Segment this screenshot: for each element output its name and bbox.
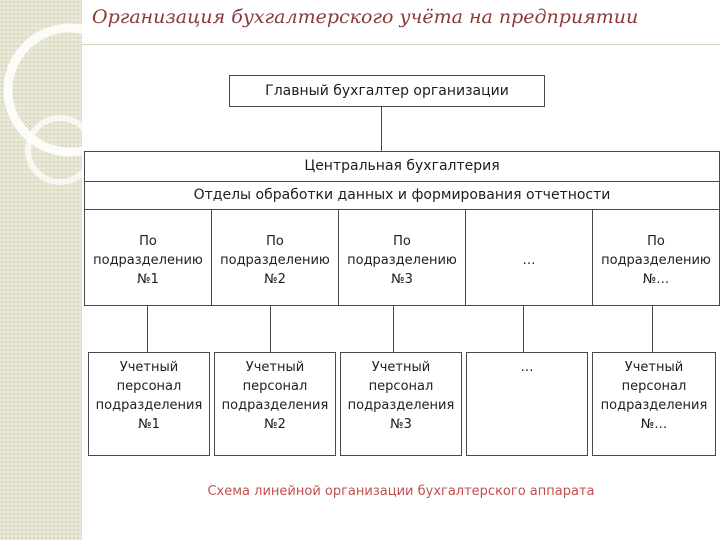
personnel-cell-text: подразделения (600, 398, 708, 413)
personnel-cell-5 (592, 352, 716, 456)
department-cell-text: По (139, 233, 157, 249)
department-cell-text: По (393, 233, 411, 249)
personnel-cell-text: Учетный (245, 360, 305, 375)
personnel-cell-text: №… (640, 417, 668, 432)
connector-dept-5 (652, 305, 653, 353)
personnel-cell-text: персонал (368, 379, 434, 394)
department-cell-3 (338, 209, 466, 306)
personnel-cell-text: … (520, 360, 534, 375)
department-cell-text: По (647, 233, 665, 249)
chief-accountant-label: Главный бухгалтер организации (265, 82, 509, 99)
personnel-cell-text: персонал (242, 379, 308, 394)
decorative-circles (0, 0, 82, 540)
connector-dept-3 (393, 305, 394, 353)
connector-dept-2 (270, 305, 271, 353)
personnel-cell-2 (214, 352, 336, 456)
department-cell-text: подразделению (347, 252, 457, 268)
slide-title: Организация бухгалтерского учёта на предприятии (92, 6, 639, 28)
chief-accountant-box (229, 75, 545, 107)
department-cell-text: №… (642, 271, 670, 287)
personnel-cell-4 (466, 352, 588, 456)
department-cell-text: подразделению (601, 252, 711, 268)
central-accounting-label: Центральная бухгалтерия (304, 158, 500, 174)
personnel-cell-text: подразделения (95, 398, 203, 413)
personnel-cell-1 (88, 352, 210, 456)
personnel-cell-text: Учетный (119, 360, 179, 375)
department-cell-text: №2 (264, 271, 286, 287)
connector-dept-1 (147, 305, 148, 353)
department-cell-text: №3 (391, 271, 413, 287)
personnel-cell-text: персонал (621, 379, 687, 394)
personnel-cell-text: подразделения (221, 398, 329, 413)
departments-header-label: Отделы обработки данных и формирования отчетности (193, 187, 611, 203)
department-cell-1 (84, 209, 212, 306)
department-cell-2 (211, 209, 339, 306)
department-cell-text: подразделению (220, 252, 330, 268)
personnel-cell-text: подразделения (347, 398, 455, 413)
personnel-cell-3 (340, 352, 462, 456)
personnel-cell-text: №2 (264, 417, 286, 432)
personnel-cell-text: Учетный (371, 360, 431, 375)
central-accounting-box (84, 151, 720, 182)
personnel-cell-text: Учетный (624, 360, 684, 375)
personnel-cell-text: персонал (116, 379, 182, 394)
departments-header-box (84, 181, 720, 210)
department-cell-text: … (522, 252, 536, 268)
personnel-cell-text: №1 (138, 417, 160, 432)
department-cell-5 (592, 209, 720, 306)
personnel-cell-text: №3 (390, 417, 412, 432)
title-divider (82, 44, 720, 45)
connector-dept-4 (523, 305, 524, 353)
decorative-side-band (0, 0, 82, 540)
department-cell-text: подразделению (93, 252, 203, 268)
department-cell-text: №1 (137, 271, 159, 287)
department-cell-text: По (266, 233, 284, 249)
diagram-caption: Схема линейной организации бухгалтерского аппарата (207, 484, 595, 499)
connector-chief-central (381, 106, 382, 152)
department-cell-4 (465, 209, 593, 306)
